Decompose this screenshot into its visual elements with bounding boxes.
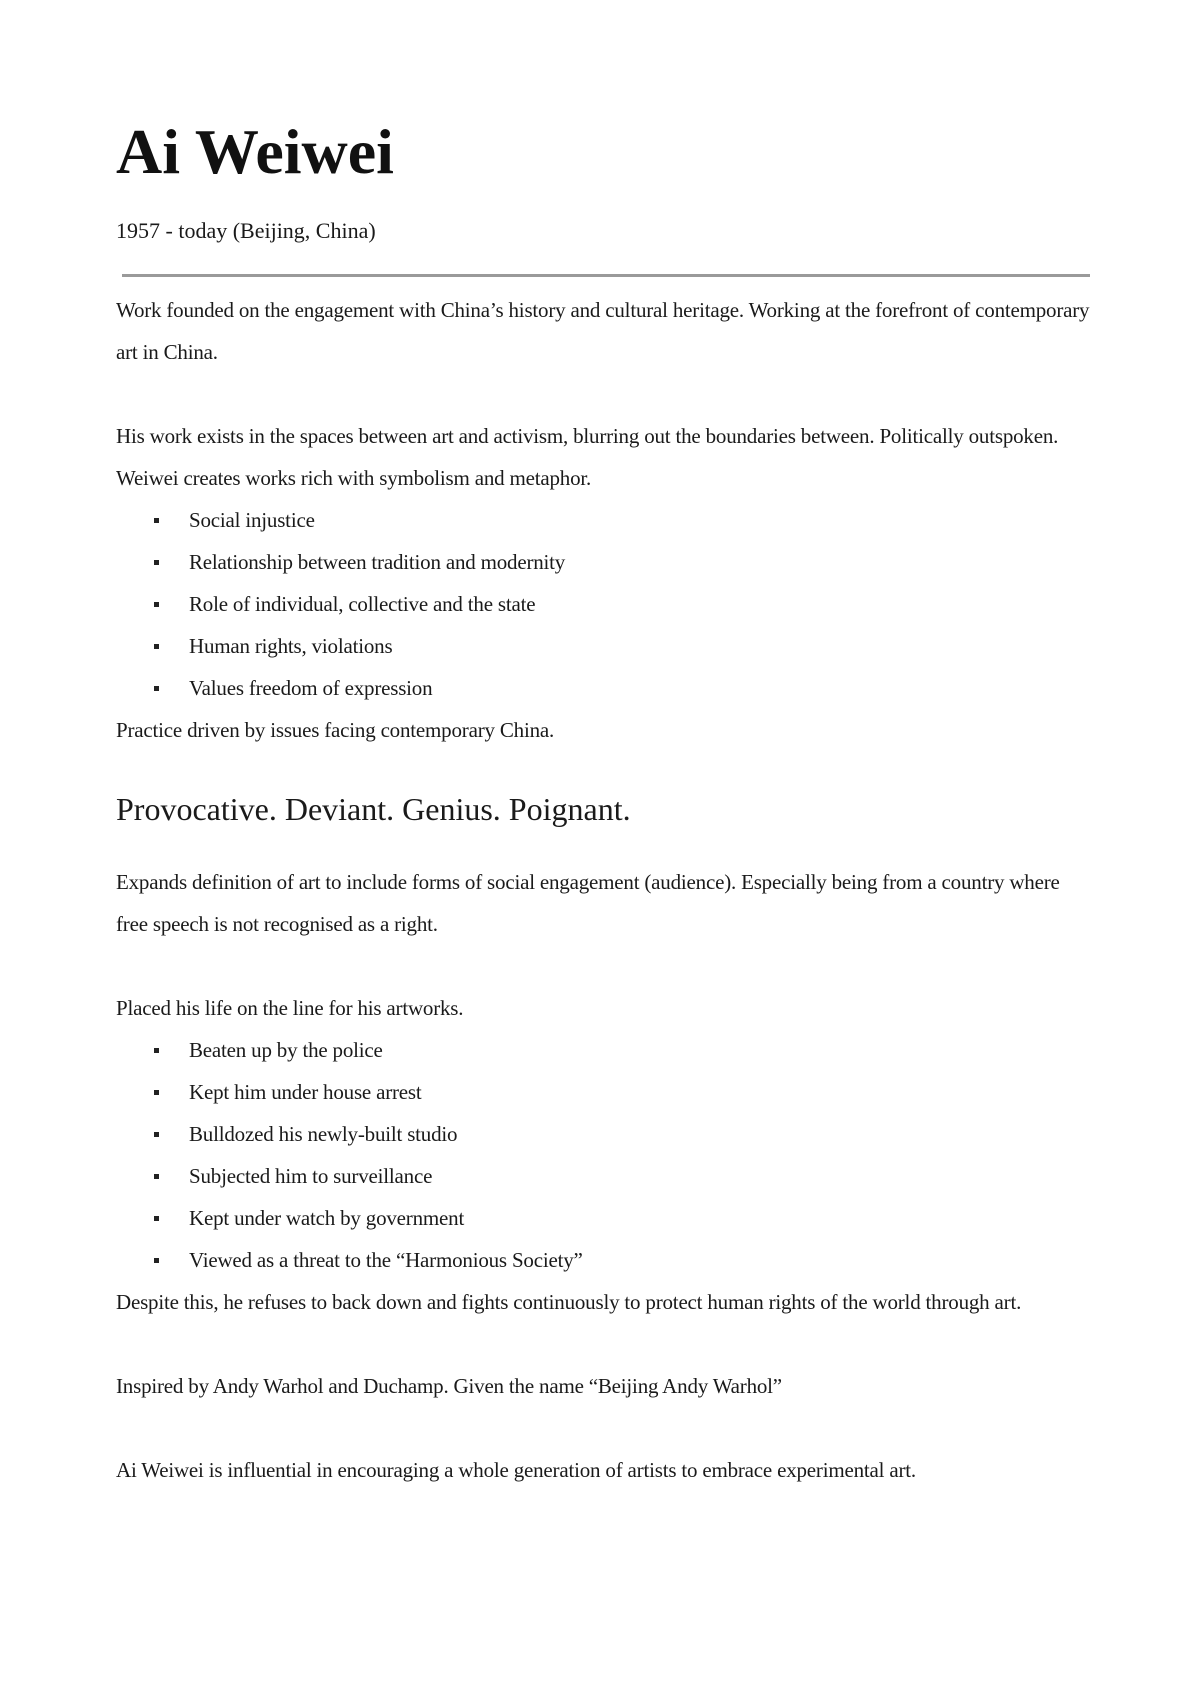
practice-paragraph: Practice driven by issues facing contemporary China. <box>116 718 555 742</box>
influential-paragraph: Ai Weiwei is influential in encouraging a whole generation of artists to embrace experimental art. <box>116 1458 916 1482</box>
expands-paragraph: Expands definition of art to include forms of social engagement (audience). Especially being from a country where free speech is not recognised as a right. <box>116 870 1060 936</box>
list-item: Beaten up by the police <box>116 1029 1092 1071</box>
spaces-paragraph: His work exists in the spaces between art and activism, blurring out the boundaries between. Politically outspoken. Weiwei creates works rich with symbolism and metaphor. <box>116 424 1059 490</box>
bullet-icon <box>154 1258 159 1263</box>
list-item: Bulldozed his newly-built studio <box>116 1113 1092 1155</box>
list-item: Kept him under house arrest <box>116 1071 1092 1113</box>
bullet-icon <box>154 1216 159 1221</box>
bullet-icon <box>154 686 159 691</box>
hardships-list <box>116 1029 1092 1281</box>
document-page <box>116 112 1092 1491</box>
bullet-icon <box>154 560 159 565</box>
list-item: Subjected him to surveillance <box>116 1155 1092 1197</box>
despite-paragraph: Despite this, he refuses to back down and fights continuously to protect human rights of the world through art. <box>116 1290 1022 1314</box>
list-item: Social injustice <box>116 499 1092 541</box>
list-item: Role of individual, collective and the state <box>116 583 1092 625</box>
intro-paragraph: Work founded on the engagement with China’s history and cultural heritage. Working at the forefront of contemporary art in China. <box>116 298 1090 364</box>
page-title: Ai Weiwei <box>116 116 394 187</box>
list-item: Relationship between tradition and modernity <box>116 541 1092 583</box>
bullet-icon <box>154 644 159 649</box>
inspired-paragraph: Inspired by Andy Warhol and Duchamp. Given the name “Beijing Andy Warhol” <box>116 1374 782 1398</box>
list-item: Values freedom of expression <box>116 667 1092 709</box>
bullet-icon <box>154 1090 159 1095</box>
bullet-icon <box>154 1048 159 1053</box>
dates-location: 1957 - today (Beijing, China) <box>116 218 376 243</box>
horizontal-divider <box>122 274 1090 277</box>
placed-paragraph: Placed his life on the line for his artworks. <box>116 996 464 1020</box>
list-item: Kept under watch by government <box>116 1197 1092 1239</box>
bullet-icon <box>154 602 159 607</box>
list-item: Human rights, violations <box>116 625 1092 667</box>
bullet-icon <box>154 518 159 523</box>
section-heading: Provocative. Deviant. Genius. Poignant. <box>116 791 631 827</box>
list-item: Viewed as a threat to the “Harmonious Society” <box>116 1239 1092 1281</box>
bullet-icon <box>154 1132 159 1137</box>
bullet-icon <box>154 1174 159 1179</box>
themes-list <box>116 499 1092 709</box>
